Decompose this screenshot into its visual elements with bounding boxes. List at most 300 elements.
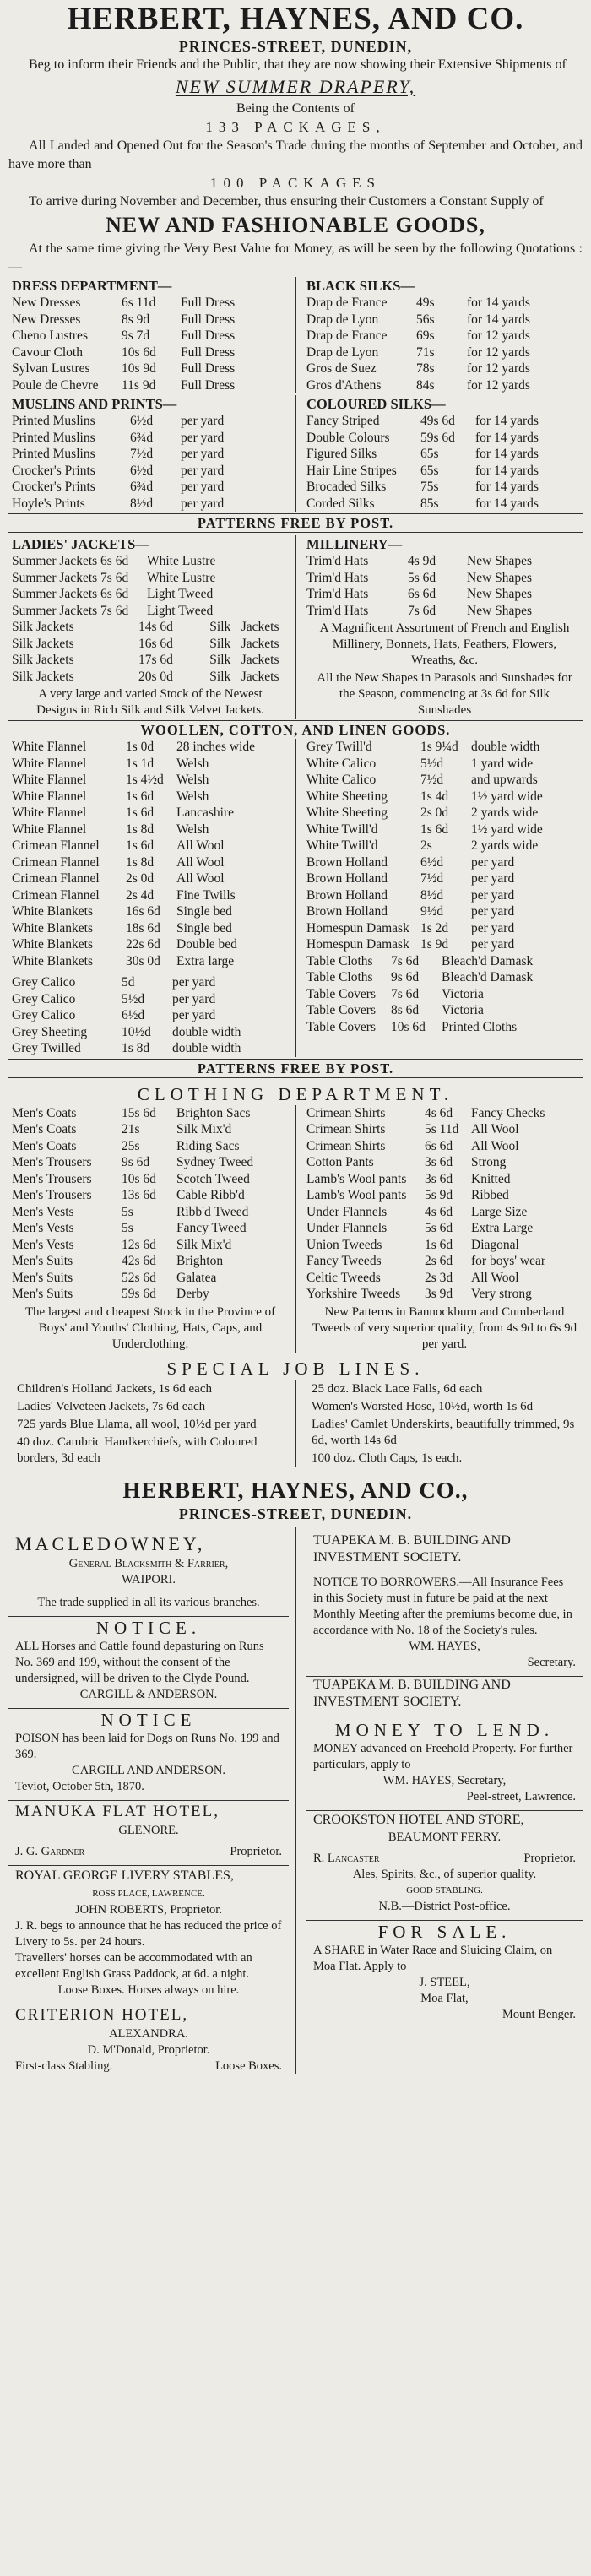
woollen-left-cell: Crimean Flannel: [12, 871, 100, 886]
clothing-left-list: [12, 1105, 289, 1303]
millinery-list: [306, 553, 583, 619]
dress-cell: 9s 7d: [122, 328, 150, 343]
muslin-row: [12, 430, 289, 447]
muslin-cell: per yard: [181, 447, 225, 461]
woollen-left-cell: Single bed: [176, 920, 232, 935]
woollen-right-cell: per yard: [471, 937, 515, 952]
woollen-left2-row: [12, 1024, 289, 1041]
clothing-right-cell: Celtic Tweeds: [306, 1270, 381, 1285]
woollen-left-list-2: [12, 974, 289, 1057]
clothing-left-row: [12, 1237, 289, 1254]
woollen-right-row: [306, 920, 583, 937]
clothing-right-cell: 4s 6d: [425, 1105, 453, 1120]
silks-cell: for 12 yards: [467, 377, 530, 393]
millinery-cell: 5s 6d: [408, 570, 436, 585]
woollen-left-cell: 1s 6d: [126, 805, 155, 820]
woollen-right2-cell: 8s 6d: [391, 1003, 420, 1017]
silks-cell: 71s: [416, 344, 435, 360]
sale-sig: J. STEEL,: [419, 1975, 470, 1989]
muslin-cell: Printed Muslins: [12, 430, 95, 445]
woollen-right-cell: 1s 9¼d: [420, 740, 458, 754]
woollen-right2-cell: Table Covers: [306, 1003, 376, 1017]
dress-cell: 10s 6d: [122, 344, 156, 360]
clothing-left-cell: Men's Suits: [12, 1270, 73, 1285]
crookston-ad: [306, 1811, 583, 1921]
royal-text-2: Travellers' horses can be accommodated with an excellent English Grass Paddock, at 6d. a night.: [15, 1950, 252, 1981]
woollen-right-cell: 1s 2d: [420, 920, 449, 935]
dress-cell: Full Dress: [181, 296, 236, 310]
woollen-right-cell: per yard: [471, 854, 515, 870]
woollen-left-row: [12, 772, 289, 789]
woollen-left-cell: White Flannel: [12, 805, 87, 820]
clothing-right-row: [306, 1138, 583, 1155]
clothing-left-cell: 10s 6d: [122, 1171, 156, 1186]
jackets-heading: LADIES' JACKETS—: [12, 536, 149, 552]
woollen-left-cell: 16s 6d: [126, 904, 160, 919]
sale-text: A SHARE in Water Race and Sluicing Claim, on Moa Flat. Apply to: [313, 1943, 553, 1973]
tuapeka-2-title: TUAPEKA M. B. BUILDING AND INVESTMENT SOCIETY.: [313, 1677, 511, 1709]
woollen-left2-cell: 5½d: [122, 991, 145, 1006]
ads-left: [0, 1527, 296, 2074]
woollen-right-row: [306, 854, 583, 871]
woollen-right-row: [306, 822, 583, 838]
woollen-left-cell: 28 inches wide: [176, 740, 255, 754]
clothing-left-cell: 25s: [122, 1138, 140, 1153]
money-sig: WM. HAYES, Secretary,: [382, 1773, 507, 1787]
clothing-right-cell: 5s 9d: [425, 1188, 453, 1202]
dress-list: [12, 295, 289, 393]
woollen-left2-cell: 5d: [122, 975, 135, 990]
jackets-millinery-section: [0, 535, 591, 719]
woollen-right2-cell: Bleach'd Damask: [442, 970, 534, 984]
special-item: 725 yards Blue Llama, all wool, 10½d per yard: [17, 1417, 257, 1431]
woollen-left-row: [12, 822, 289, 838]
silks-row: [306, 377, 583, 394]
clothing-right-cell: for boys' wear: [471, 1254, 546, 1268]
woollen-right-row: [306, 887, 583, 904]
clothing-left-row: [12, 1270, 289, 1287]
clothing-right-cell: All Wool: [471, 1138, 519, 1153]
criterion-stabling: First-class Stabling.: [15, 2058, 113, 2073]
woollen-right2-row: [306, 986, 583, 1003]
tuapeka-1-sig: WM. HAYES,: [409, 1639, 480, 1653]
clothing-left-cell: Men's Suits: [12, 1287, 73, 1301]
woollen-right-row: [306, 936, 583, 953]
clothing-left-row: [12, 1138, 289, 1155]
silks-row: [306, 312, 583, 328]
being-text: Being the Contents of: [236, 101, 355, 116]
jacket-cell: Jackets: [241, 636, 279, 651]
muslin-cell: Printed Muslins: [12, 414, 95, 428]
clothing-left-cell: Silk Mix'd: [176, 1237, 232, 1252]
jacket-cell: Silk Jackets: [12, 636, 74, 651]
woollen-right-list-2: [306, 953, 583, 1036]
woollen-left-row: [12, 838, 289, 854]
manuka-title: MANUKA FLAT HOTEL,: [15, 1802, 220, 1820]
millinery-heading: MILLINERY—: [306, 536, 403, 552]
woollen-right-row: [306, 756, 583, 773]
clothing-left-cell: 15s 6d: [122, 1105, 156, 1120]
woollen-left-cell: 18s 6d: [126, 920, 160, 935]
sale-ad: [306, 1921, 583, 2023]
woollen-left-row: [12, 870, 289, 887]
woollen-right-cell: 2s 0d: [420, 805, 449, 820]
clothing-right-row: [306, 1237, 583, 1254]
jacket-cell: Jackets: [241, 669, 279, 684]
special-item: Ladies' Velveteen Jackets, 7s 6d each: [17, 1399, 206, 1413]
millinery-cell: New Shapes: [467, 570, 533, 585]
millinery-row: [306, 553, 583, 570]
clothing-left-cell: Men's Trousers: [12, 1188, 92, 1202]
clothing-left-cell: Men's Trousers: [12, 1155, 92, 1169]
jacket-cell: Silk: [209, 669, 231, 684]
clothing-left-cell: Men's Coats: [12, 1138, 77, 1153]
woollen-left-cell: 1s 6d: [126, 838, 155, 853]
footer-title: HERBERT, HAYNES, AND CO.,: [8, 1472, 583, 1505]
muslin-row: [12, 463, 289, 480]
woollen-heading: WOOLLEN, COTTON, AND LINEN GOODS.: [8, 720, 583, 739]
clothing-right-cell: Diagonal: [471, 1237, 519, 1252]
woollen-right2-cell: 9s 6d: [391, 970, 420, 984]
clothing-right-cell: All Wool: [471, 1122, 519, 1136]
dress-cell: Poule de Chevre: [12, 377, 99, 393]
muslin-cell: 6¾d: [130, 480, 154, 494]
silks-cell: 78s: [416, 361, 435, 376]
special-item: 40 doz. Cambric Handkerchiefs, with Coloured borders, 3d each: [17, 1434, 258, 1465]
clothing-right-row: [306, 1286, 583, 1303]
woollen-left2-cell: per yard: [172, 1008, 216, 1022]
clothing-right-cell: Large Size: [471, 1204, 528, 1219]
dress-cell: 6s 11d: [122, 296, 156, 310]
criterion-prop: D. M'Donald, Proprietor.: [87, 2042, 210, 2057]
coloured-cell: 75s: [420, 480, 439, 494]
woollen-right2-cell: 7s 6d: [391, 986, 420, 1001]
clothing-right-cell: Crimean Shirts: [306, 1105, 386, 1120]
woollen-left-cell: White Blankets: [12, 920, 93, 935]
woollen-left2-row: [12, 1007, 289, 1024]
coloured-cell: 65s: [420, 447, 439, 461]
jacket-row: [12, 636, 289, 653]
dress-row: [12, 312, 289, 328]
macledowney-title: MACLEDOWNEY,: [15, 1532, 206, 1554]
dress-row: [12, 344, 289, 361]
coloured-cell: Corded Silks: [306, 496, 375, 511]
woollen-right2-cell: Printed Cloths: [442, 1019, 518, 1034]
dress-cell: New Dresses: [12, 312, 81, 327]
woollen-left-cell: 1s 8d: [126, 822, 155, 837]
jackets-note: A very large and varied Stock of the Newest Designs in Rich Silk and Silk Velvet Jackets.: [36, 687, 264, 717]
millinery-cell: Trim'd Hats: [306, 587, 369, 601]
clothing-left-cell: 5s: [122, 1204, 133, 1219]
silks-cell: Drap de Lyon: [306, 312, 379, 327]
clothing-heading: CLOTHING DEPARTMENT.: [137, 1083, 454, 1104]
silks-cell: for 14 yards: [467, 312, 530, 327]
woollen-left-cell: Fine Twills: [176, 887, 236, 903]
woollen-left2-cell: 1s 8d: [122, 1041, 150, 1055]
woollen-left-cell: 2s 0d: [126, 871, 155, 886]
clothing-left-cell: Men's Coats: [12, 1105, 77, 1120]
clothing-left-row: [12, 1121, 289, 1138]
dress-row: [12, 361, 289, 377]
silks-cell: for 12 yards: [467, 361, 530, 376]
jacket-cell: Light Tweed: [147, 603, 214, 618]
dress-cell: Full Dress: [181, 361, 236, 376]
jacket-cell: Silk: [209, 620, 231, 634]
woollen-left-cell: All Wool: [176, 871, 225, 886]
clothing-left-cell: Galatea: [176, 1270, 217, 1285]
woollen-right-cell: 1s 4d: [420, 789, 449, 804]
woollen-right-cell: 5½d: [420, 756, 444, 771]
woollen-left-row: [12, 805, 289, 822]
woollen-left2-cell: double width: [172, 1024, 241, 1039]
woollen-right-cell: 9½d: [420, 904, 444, 919]
packages-count: 133 PACKAGES,: [205, 119, 386, 135]
woollen-right-cell: White Sheeting: [306, 805, 388, 820]
dress-row: [12, 295, 289, 312]
millinery-column: [296, 535, 591, 719]
silks-row: [306, 328, 583, 344]
woollen-left-list: [12, 739, 289, 969]
silks-row: [306, 344, 583, 361]
dress-cell: Sylvan Lustres: [12, 361, 90, 376]
manuka-role: Proprietor.: [230, 1844, 282, 1858]
clothing-left-cell: Scotch Tweed: [176, 1171, 250, 1186]
woollen-right2-row: [306, 969, 583, 986]
muslin-coloured-section: [0, 395, 591, 512]
clothing-left-cell: Brighton Sacs: [176, 1105, 251, 1120]
woollen-right-cell: 2 yards wide: [471, 838, 539, 853]
jacket-row: [12, 652, 289, 669]
millinery-cell: Trim'd Hats: [306, 603, 369, 618]
macledowney-place: WAIPORI.: [121, 1572, 176, 1586]
muslin-cell: Crocker's Prints: [12, 463, 95, 478]
tuapeka-1-role: Secretary.: [527, 1655, 576, 1669]
muslin-cell: 6¾d: [130, 430, 154, 445]
jacket-cell: 17s 6d: [138, 653, 173, 667]
woollen-left-cell: Welsh: [176, 789, 209, 804]
woollen-left-cell: Extra large: [176, 953, 235, 968]
sale-addr-2: Mount Benger.: [502, 2007, 576, 2021]
coloured-cell: Figured Silks: [306, 447, 377, 461]
intro-text: Beg to inform their Friends and the Public, that they are now showing their Extensive Shipments of: [29, 57, 567, 72]
woollen-left-cell: White Flannel: [12, 756, 87, 771]
muslin-row: [12, 446, 289, 463]
criterion-ad: [8, 2004, 289, 2074]
coloured-cell: for 14 yards: [475, 430, 539, 445]
woollen-left2-cell: per yard: [172, 975, 216, 990]
clothing-right-cell: Fancy Tweeds: [306, 1254, 382, 1268]
value-text: At the same time giving the Very Best Value for Money, as will be seen by the following Quotations :—: [8, 241, 583, 274]
woollen-right-cell: per yard: [471, 904, 515, 919]
woollen-left2-row: [12, 1040, 289, 1057]
woollen-left2-cell: per yard: [172, 991, 216, 1006]
macledowney-text: The trade supplied in all its various branches.: [37, 1595, 260, 1609]
dress-cell: 8s 9d: [122, 312, 150, 327]
muslin-cell: 6½d: [130, 463, 154, 478]
clothing-left-row: [12, 1171, 289, 1188]
coloured-cell: for 14 yards: [475, 414, 539, 428]
clothing-right-cell: All Wool: [471, 1270, 519, 1285]
muslin-cell: per yard: [181, 496, 225, 511]
millinery-cell: Trim'd Hats: [306, 570, 369, 585]
woollen-left-cell: Crimean Flannel: [12, 854, 100, 870]
notice-2-date: Teviot, October 5th, 1870.: [15, 1779, 144, 1793]
clothing-right-cell: Union Tweeds: [306, 1237, 382, 1252]
woollen-left2-row: [12, 974, 289, 991]
woollen-left-cell: 22s 6d: [126, 937, 160, 952]
muslin-cell: per yard: [181, 463, 225, 478]
macledowney-trade: General Blacksmith & Farrier,: [68, 1556, 229, 1570]
clothing-right-cell: Fancy Checks: [471, 1105, 545, 1120]
woollen-left2-cell: Grey Sheeting: [12, 1024, 88, 1039]
money-title: MONEY TO LEND.: [334, 1719, 555, 1740]
woollen-right2-cell: 10s 6d: [391, 1019, 426, 1034]
money-text: MONEY advanced on Freehold Property. For further particulars, apply to: [313, 1741, 573, 1771]
clothing-right-cell: 2s 6d: [425, 1254, 453, 1268]
silks-cell: Gros d'Athens: [306, 377, 382, 393]
criterion-title: CRITERION HOTEL,: [15, 2005, 189, 2024]
woollen-right-cell: double width: [471, 740, 540, 754]
woollen-right2-row: [306, 953, 583, 970]
woollen-left-cell: Welsh: [176, 756, 209, 771]
clothing-left-cell: Men's Vests: [12, 1204, 74, 1219]
silks-cell: 84s: [416, 377, 435, 393]
crookston-stabling: GOOD STABLING.: [406, 1885, 483, 1895]
muslin-cell: Printed Muslins: [12, 447, 95, 461]
woollen-right-cell: Homespun Damask: [306, 920, 409, 935]
woollen-left-cell: Welsh: [176, 773, 209, 787]
coloured-row: [306, 430, 583, 447]
jacket-cell: 14s 6d: [138, 620, 173, 634]
woollen-left-row: [12, 756, 289, 773]
muslins-column: [0, 395, 296, 512]
millinery-note-2: All the New Shapes in Parasols and Sunshades for the Season, commencing at 3s 6d for Silk Sunshades: [317, 671, 572, 717]
royal-place: ROSS PLACE, LAWRENCE.: [92, 1888, 205, 1899]
arrive-text: To arrive during November and December, thus ensuring their Customers a Constant Supply of: [29, 194, 544, 209]
special-heading: SPECIAL JOB LINES.: [166, 1358, 425, 1379]
manuka-ad: [8, 1801, 289, 1866]
muslin-cell: 7½d: [130, 447, 154, 461]
coloured-cell: Brocaded Silks: [306, 480, 387, 494]
silks-cell: 49s: [416, 296, 435, 310]
woollen-right-cell: 2s: [420, 838, 432, 853]
woollen-right-cell: and upwards: [471, 773, 538, 787]
criterion-boxes: Loose Boxes.: [215, 2058, 282, 2073]
woollen-left-row: [12, 936, 289, 953]
clothing-right-cell: Under Flannels: [306, 1221, 388, 1235]
clothing-right-cell: Crimean Shirts: [306, 1138, 386, 1153]
woollen-right-row: [306, 739, 583, 756]
woollen-right-cell: White Calico: [306, 756, 377, 771]
woollen-right-cell: 1½ yard wide: [471, 789, 543, 804]
silks-cell: Drap de France: [306, 296, 388, 310]
woollen-left2-cell: Grey Twilled: [12, 1041, 81, 1055]
royal-prop: JOHN ROBERTS, Proprietor.: [75, 1902, 222, 1917]
coloured-row: [306, 446, 583, 463]
clothing-right-cell: Very strong: [471, 1287, 532, 1301]
woollen-right-cell: 1s 9d: [420, 937, 449, 952]
muslin-cell: Crocker's Prints: [12, 480, 95, 494]
landed-text: All Landed and Opened Out for the Season's Trade during the months of September and October, and have more than: [8, 138, 583, 171]
special-item: 100 doz. Cloth Caps, 1s each.: [312, 1451, 463, 1465]
woollen-right2-row: [306, 1019, 583, 1036]
clothing-note-left: The largest and cheapest Stock in the Province of Boys' and Youths' Clothing, Hats, Caps, and Underclothing.: [24, 1304, 276, 1351]
woollen-right-cell: White Twill'd: [306, 838, 378, 853]
millinery-cell: New Shapes: [467, 603, 533, 618]
jacket-cell: White Lustre: [147, 554, 216, 568]
woollen-left-row: [12, 739, 289, 756]
woollen-left-cell: Crimean Flannel: [12, 838, 100, 853]
drapery-heading: NEW SUMMER DRAPERY,: [175, 76, 416, 97]
jacket-cell: Jackets: [241, 653, 279, 667]
criterion-place: ALEXANDRA.: [109, 2026, 188, 2041]
millinery-cell: 6s 6d: [408, 587, 436, 601]
woollen-right-cell: 7½d: [420, 773, 444, 787]
woollen-right-row: [306, 805, 583, 822]
patterns-free-heading: PATTERNS FREE BY POST.: [8, 513, 583, 533]
silks-row: [306, 295, 583, 312]
clothing-right-row: [306, 1270, 583, 1287]
clothing-left-cell: 52s 6d: [122, 1270, 156, 1285]
tuapeka-1-ad: [306, 1527, 583, 1677]
woollen-right-cell: Brown Holland: [306, 871, 388, 886]
clothing-left-row: [12, 1105, 289, 1122]
woollen-right2-cell: Table Cloths: [306, 953, 373, 968]
jacket-cell: Summer Jackets 7s 6d: [12, 603, 129, 618]
special-right: [296, 1380, 591, 1467]
clothing-section: [0, 1105, 591, 1353]
woollen-left-cell: 1s 4½d: [126, 773, 164, 787]
clothing-right-cell: Lamb's Wool pants: [306, 1188, 407, 1202]
woollen-left-cell: 1s 6d: [126, 789, 155, 804]
jacket-row: [12, 669, 289, 686]
millinery-cell: 7s 6d: [408, 603, 436, 618]
coloured-cell: 49s 6d: [420, 414, 455, 428]
woollen-right2-cell: Table Covers: [306, 986, 376, 1001]
macledowney-ad: [8, 1527, 289, 1617]
woollen-left-cell: Lancashire: [176, 805, 234, 820]
clothing-left-row: [12, 1253, 289, 1270]
jacket-cell: Silk: [209, 653, 231, 667]
clothing-right-cell: 5s 11d: [425, 1122, 459, 1136]
millinery-cell: New Shapes: [467, 587, 533, 601]
clothing-left-row: [12, 1154, 289, 1171]
woollen-right-cell: White Sheeting: [306, 789, 388, 804]
crookston-title: CROOKSTON HOTEL AND STORE,: [313, 1812, 524, 1827]
woollen-right-cell: 2 yards wide: [471, 805, 539, 820]
muslin-cell: per yard: [181, 430, 225, 445]
coloured-cell: for 14 yards: [475, 496, 539, 511]
woollen-right-cell: Brown Holland: [306, 854, 388, 870]
jacket-row: [12, 553, 289, 570]
dress-row: [12, 377, 289, 394]
muslin-cell: per yard: [181, 414, 225, 428]
clothing-right-cell: Extra Large: [471, 1221, 534, 1235]
clothing-right-row: [306, 1220, 583, 1237]
jacket-row: [12, 570, 289, 587]
clothing-right-cell: Ribbed: [471, 1188, 509, 1202]
clothing-left-cell: Ribb'd Tweed: [176, 1204, 249, 1219]
coloured-cell: Hair Line Stripes: [306, 463, 397, 478]
clothing-left-cell: Men's Trousers: [12, 1171, 92, 1186]
woollen-left2-cell: 10½d: [122, 1024, 151, 1039]
woollen-right-cell: 1½ yard wide: [471, 822, 543, 837]
woollen-left-row: [12, 953, 289, 970]
clothing-right-cell: 4s 6d: [425, 1204, 453, 1219]
millinery-cell: Trim'd Hats: [306, 554, 369, 568]
clothing-left-cell: 12s 6d: [122, 1237, 156, 1252]
clothing-right-cell: 3s 6d: [425, 1171, 453, 1186]
